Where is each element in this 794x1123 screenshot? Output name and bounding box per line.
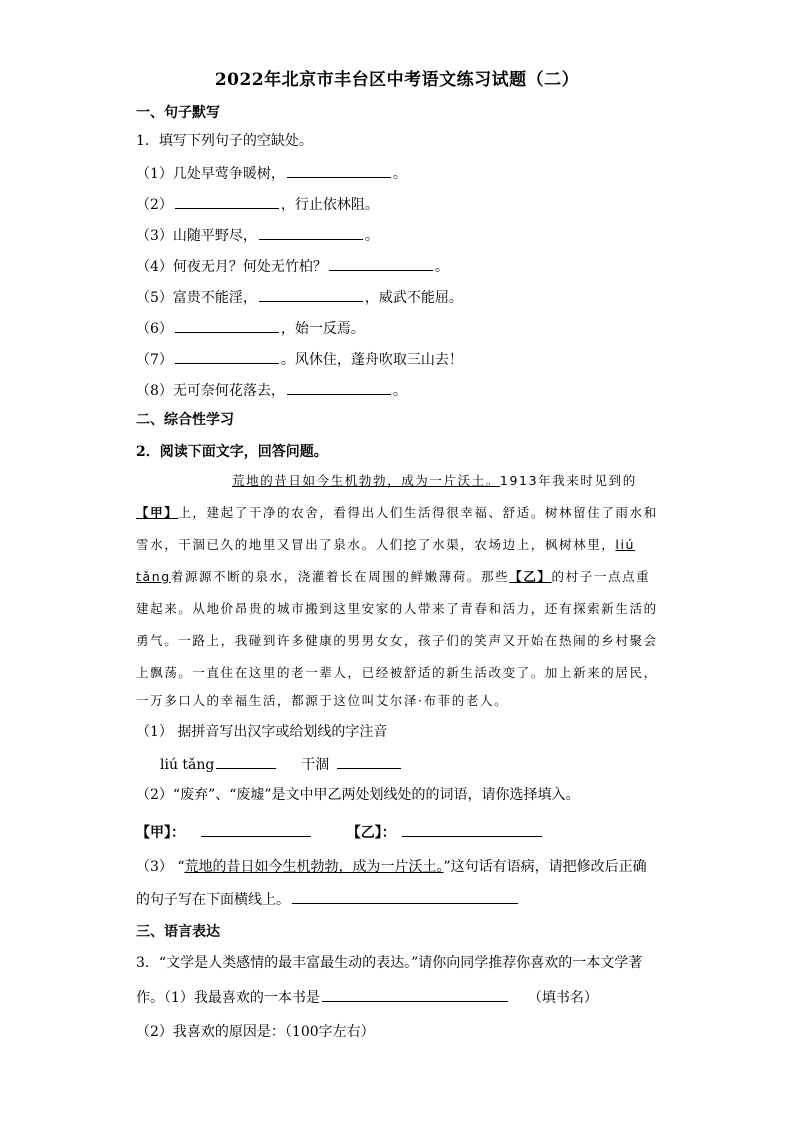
passage-mark-jia: 【甲】 bbox=[136, 505, 179, 520]
q2-sub-3-pre: （3） “ bbox=[136, 859, 185, 875]
passage-line-4-rest: 的村子一点点重 bbox=[551, 569, 651, 584]
section-heading-1: 一、句子默写 bbox=[136, 105, 220, 121]
passage-pinyin-tang: tǎng bbox=[136, 569, 171, 584]
yi-answer-blank[interactable] bbox=[402, 821, 542, 837]
q1-item-1 bbox=[136, 162, 407, 184]
q1-item-2-post: ，行止依林阻。 bbox=[280, 197, 379, 213]
q2-sub-3-instruction: 的句子写在下面横线上。 bbox=[136, 892, 290, 908]
q1-blank-1[interactable] bbox=[287, 162, 391, 178]
q1-item-8-post: 。 bbox=[392, 383, 407, 399]
pinyin-liu-tang: liú tǎng bbox=[160, 757, 215, 773]
passage-line-4-text: 着源源不断的泉水，浇灌着长在周围的鲜嫩薄荷。那些 bbox=[170, 569, 510, 584]
jia-answer-blank[interactable] bbox=[201, 821, 311, 837]
word-gan-he: 干涸 bbox=[301, 757, 330, 773]
q1-item-7 bbox=[136, 348, 463, 370]
q2-sub-3-post: ”这句话有语病，请把修改后正确 bbox=[443, 859, 647, 875]
q1-blank-5[interactable] bbox=[259, 286, 363, 302]
passage-line-8: 一万多口人的幸福生活，都源于这位叫艾尔泽·布菲的老人。 bbox=[136, 693, 509, 708]
question-3-stem: 3．“文学是人类感情的最丰富最生动的表达。”请你向同学推荐你喜欢的一本文学著 bbox=[136, 955, 643, 971]
q1-item-1-post: 。 bbox=[392, 166, 407, 182]
q1-blank-6[interactable] bbox=[175, 317, 279, 333]
q1-item-5-post: ，威武不能屈。 bbox=[364, 290, 463, 306]
question-3-line-2 bbox=[136, 986, 598, 1008]
yi-label: 【乙】： bbox=[346, 825, 396, 841]
q1-item-2-pre: （2） bbox=[136, 197, 173, 213]
pinyin-answer-blank[interactable] bbox=[216, 753, 276, 769]
q2-sub-1: （1） 据拼音写出汉字或给划线的字注音 bbox=[136, 724, 388, 740]
q3-book-hint: （填书名） bbox=[527, 990, 598, 1006]
zhuyin-answer-blank[interactable] bbox=[337, 753, 401, 769]
q1-item-4 bbox=[136, 255, 449, 277]
corrected-sentence-blank[interactable] bbox=[292, 888, 518, 904]
passage-line-3 bbox=[136, 535, 635, 555]
jia-label: 【甲】： bbox=[136, 825, 185, 841]
section-heading-2: 二、综合性学习 bbox=[136, 412, 234, 428]
page-title: 2022年北京市丰台区中考语文练习试题（二） bbox=[214, 70, 580, 90]
q1-item-8 bbox=[136, 379, 407, 401]
passage-line-3-text: 雪水，干涸已久的地里又冒出了泉水。人们挖了水渠，农场边上，枫树林里， bbox=[136, 537, 616, 552]
passage-line-1 bbox=[232, 471, 637, 491]
q1-item-3-pre: （3）山随平野尽， bbox=[136, 228, 257, 244]
q3-book-prompt: 作。（1）我最喜欢的一本书是 bbox=[136, 990, 320, 1006]
question-1-stem: 1．填写下列句子的空缺处。 bbox=[136, 133, 313, 149]
q1-item-3-post: 。 bbox=[364, 228, 379, 244]
passage-line-6: 勇气。一路上，我碰到许多健康的男男女女，孩子们的笑声又开始在热闹的乡村聚会 bbox=[136, 633, 658, 648]
q1-item-7-pre: （7） bbox=[136, 352, 173, 368]
passage-line-4 bbox=[136, 567, 650, 587]
q2-sub-3-quote: 荒地的昔日如今生机勃勃，成为一片沃土。 bbox=[184, 859, 444, 875]
q1-item-2 bbox=[136, 193, 379, 215]
q2-sub-1-answers bbox=[160, 753, 403, 775]
book-name-blank[interactable] bbox=[322, 986, 508, 1002]
passage-line-7: 上飘荡。一直住在这里的老一辈人，已经被舒适的新生活改变了。加上新来的居民， bbox=[136, 665, 658, 680]
q1-item-1-pre: （1）几处早莺争暖树， bbox=[136, 166, 285, 182]
q1-item-8-pre: （8）无可奈何花落去， bbox=[136, 383, 285, 399]
q2-sub-3-line2 bbox=[136, 888, 520, 910]
q1-blank-7[interactable] bbox=[175, 348, 279, 364]
question-3-sub-2: （2）我喜欢的原因是：（100字左右） bbox=[136, 1024, 375, 1040]
passage-line-2-rest: 上，建起了干净的农舍，看得出人们生活得很幸福、舒适。树林留住了雨水和 bbox=[178, 505, 658, 520]
q1-item-3 bbox=[136, 224, 379, 246]
passage-pinyin-liu: liú bbox=[615, 537, 636, 552]
q2-sub-2: （2）“废弃”、“废墟”是文中甲乙两处划线处的的词语，请你选择填入。 bbox=[136, 787, 580, 803]
q1-item-5 bbox=[136, 286, 463, 308]
q1-item-6-post: ，始一反焉。 bbox=[280, 321, 365, 337]
q1-blank-3[interactable] bbox=[259, 224, 363, 240]
q1-blank-8[interactable] bbox=[287, 379, 391, 395]
passage-underlined-sentence: 荒地的昔日如今生机勃勃，成为一片沃土。 bbox=[232, 473, 500, 488]
q1-item-7-post: 。风休住，蓬舟吹取三山去！ bbox=[280, 352, 463, 368]
q1-item-4-pre: （4）何夜无月？何处无竹柏？ bbox=[136, 259, 327, 275]
passage-line-5: 建起来。从地价昂贵的城市搬到这里安家的人带来了青春和活力，还有探索新生活的 bbox=[136, 601, 658, 616]
q2-sub-2-answers bbox=[136, 821, 544, 843]
q1-item-4-post: 。 bbox=[434, 259, 449, 275]
passage-mark-yi: 【乙】 bbox=[509, 569, 552, 584]
q1-blank-4[interactable] bbox=[329, 255, 433, 271]
section-heading-3: 三、语言表达 bbox=[136, 924, 220, 940]
q1-item-6 bbox=[136, 317, 365, 339]
passage-line-2 bbox=[136, 503, 658, 523]
q2-sub-3 bbox=[136, 857, 647, 877]
q1-blank-2[interactable] bbox=[175, 193, 279, 209]
passage-line-1-rest: 1913年我来时见到的 bbox=[499, 473, 637, 488]
q1-item-5-pre: （5）富贵不能淫， bbox=[136, 290, 257, 306]
question-2-stem: 2．阅读下面文字，回答问题。 bbox=[136, 444, 328, 460]
q1-item-6-pre: （6） bbox=[136, 321, 173, 337]
